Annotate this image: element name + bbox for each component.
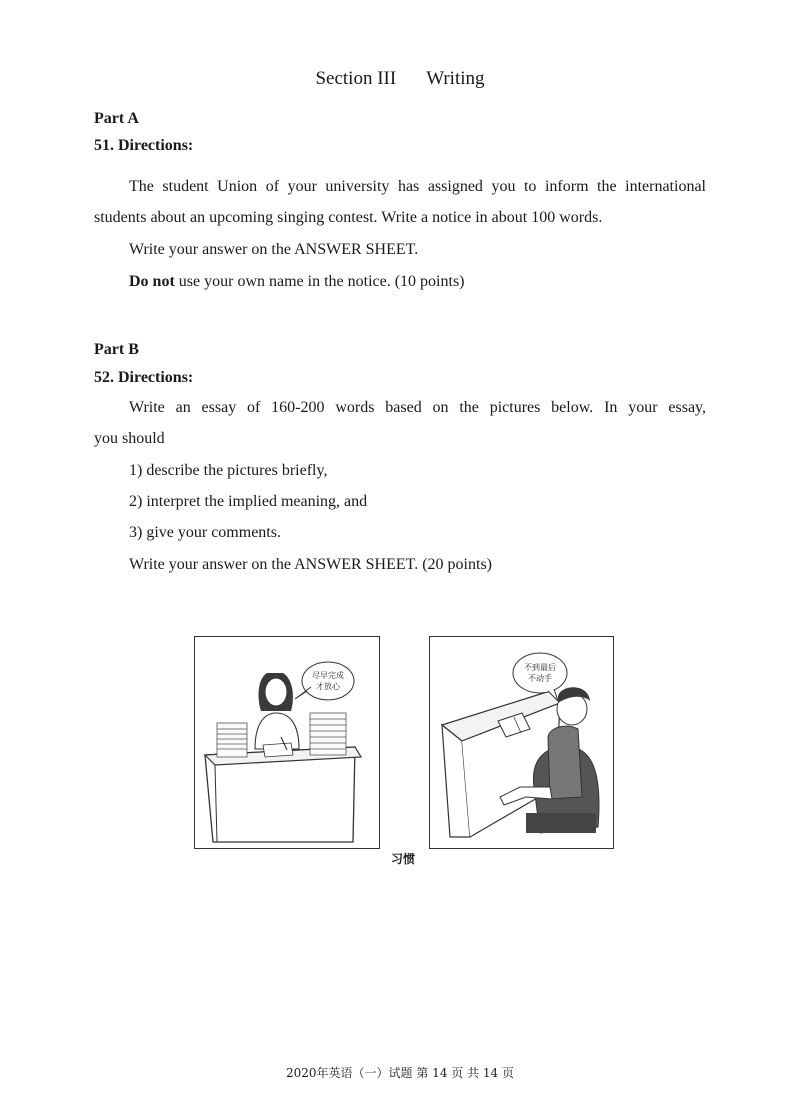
part-a-note [129, 266, 465, 297]
section-name: Writing [426, 68, 485, 89]
section-number: Section III [315, 68, 397, 89]
part-a-paragraph-line2: students about an upcoming singing contest. Write a notice in about 100 words. [94, 209, 603, 226]
cartoon-left-illustration [195, 637, 378, 847]
part-a-paragraph-line1: The student Union of your university has assigned you to inform the international [129, 178, 706, 195]
left-bubble-line2: 才放心 [316, 682, 340, 691]
cartoon-right-illustration [430, 637, 612, 847]
part-a-note-emphasis: Do not [129, 273, 175, 290]
part-b-instruction: Write your answer on the ANSWER SHEET. (20 points) [129, 556, 492, 573]
left-bubble-line1: 尽早完成 [312, 671, 344, 680]
part-a-instruction: Write your answer on the ANSWER SHEET. [129, 241, 419, 258]
part-b-item-2: 2) interpret the implied meaning, and [129, 493, 368, 510]
part-b-paragraph-line2: you should [94, 430, 165, 447]
section-title [0, 68, 800, 90]
cartoon-right-panel [429, 636, 614, 849]
part-a-heading: Part A [94, 110, 139, 127]
cartoon-left-panel [194, 636, 380, 849]
part-b-directions-label: 52. Directions: [94, 369, 194, 386]
part-b-heading: Part B [94, 341, 139, 358]
part-b-item-3: 3) give your comments. [129, 524, 281, 541]
part-a-note-text: use your own name in the notice. (10 points) [174, 273, 465, 290]
page-footer: 2020年英语（一）试题 第 14 页 共 14 页 [286, 1066, 514, 1080]
right-bubble-line1: 不到最后 [524, 663, 556, 672]
cartoon-caption: 习惯 [390, 852, 415, 866]
part-b-paragraph-line1: Write an essay of 160-200 words based on the pictures below. In your essay, [129, 399, 706, 416]
part-b-item-1: 1) describe the pictures briefly, [129, 462, 328, 479]
part-a-directions-label: 51. Directions: [94, 137, 194, 154]
right-bubble-line2: 不动手 [528, 674, 552, 683]
